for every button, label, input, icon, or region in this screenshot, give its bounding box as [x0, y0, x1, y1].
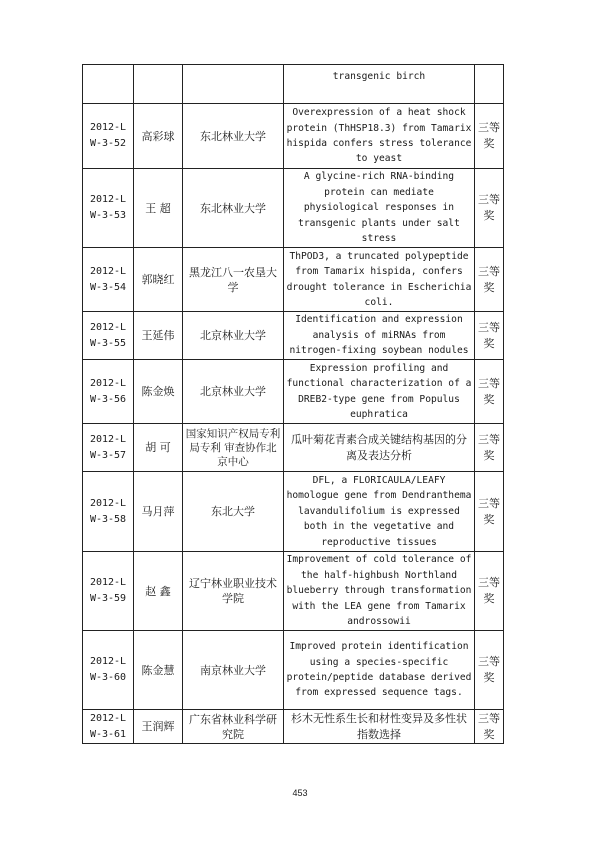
winner-name-cell: 马月萍: [134, 472, 183, 552]
winner-name-cell: 王延伟: [134, 312, 183, 360]
institution-cell: 东北林业大学: [183, 169, 284, 248]
prize-level-cell: 三等奖: [475, 169, 504, 248]
institution-cell: 东北大学: [183, 472, 284, 552]
award-id-cell: 2012-L W-3-57: [83, 424, 134, 472]
institution-cell: 北京林业大学: [183, 312, 284, 360]
award-id-cell: 2012-L W-3-54: [83, 248, 134, 312]
paper-title-cell: Improved protein identification using a species-specific protein/peptide database derived from expressed sequence tags.: [284, 631, 475, 710]
award-id-cell: [83, 65, 134, 104]
prize-level-cell: 三等奖: [475, 710, 504, 744]
prize-level-cell: [475, 65, 504, 104]
paper-title-cell: ThPOD3, a truncated polypeptide from Tamarix hispida, confers drought tolerance in Escherichia coli.: [284, 248, 475, 312]
table-row: [83, 312, 504, 360]
institution-cell: 北京林业大学: [183, 360, 284, 424]
award-id-cell: 2012-L W-3-60: [83, 631, 134, 710]
table-row: [83, 424, 504, 472]
award-id-cell: 2012-L W-3-61: [83, 710, 134, 744]
winner-name-cell: 王 超: [134, 169, 183, 248]
winner-name-cell: 陈金慧: [134, 631, 183, 710]
winner-name-cell: 赵 鑫: [134, 552, 183, 631]
table-row: [83, 631, 504, 710]
paper-title-cell: transgenic birch: [284, 65, 475, 104]
institution-cell: 广东省林业科学研究院: [183, 710, 284, 744]
winner-name-cell: 郭晓红: [134, 248, 183, 312]
prize-level-cell: 三等奖: [475, 424, 504, 472]
award-id-cell: 2012-L W-3-58: [83, 472, 134, 552]
winner-name-cell: 王润辉: [134, 710, 183, 744]
paper-title-cell: 杉木无性系生长和材性变异及多性状指数选择: [284, 710, 475, 744]
award-id-cell: 2012-L W-3-53: [83, 169, 134, 248]
table-row: [83, 472, 504, 552]
table-row: [83, 360, 504, 424]
winner-name-cell: 胡 可: [134, 424, 183, 472]
table-row: [83, 552, 504, 631]
table-row: [83, 169, 504, 248]
winner-name-cell: [134, 65, 183, 104]
table-row: [83, 248, 504, 312]
paper-title-cell: DFL, a FLORICAULA/LEAFY homologue gene from Dendranthema lavandulifolium is expressed both in the vegetative and reproductive tissues: [284, 472, 475, 552]
prize-level-cell: 三等奖: [475, 312, 504, 360]
winner-name-cell: 高彩球: [134, 104, 183, 169]
prize-level-cell: 三等奖: [475, 631, 504, 710]
award-id-cell: 2012-L W-3-59: [83, 552, 134, 631]
prize-level-cell: 三等奖: [475, 248, 504, 312]
institution-cell: 黑龙江八一农垦大学: [183, 248, 284, 312]
paper-title-cell: Identification and expression analysis of miRNAs from nitrogen-fixing soybean nodules: [284, 312, 475, 360]
institution-cell: 辽宁林业职业技术学院: [183, 552, 284, 631]
institution-cell: 东北林业大学: [183, 104, 284, 169]
paper-title-cell: Overexpression of a heat shock protein (ThHSP18.3) from Tamarix hispida confers stress tolerance to yeast: [284, 104, 475, 169]
winner-name-cell: 陈金焕: [134, 360, 183, 424]
awards-table: [82, 64, 504, 744]
prize-level-cell: 三等奖: [475, 552, 504, 631]
institution-cell: 国家知识产权局专利局专利 审查协作北京中心: [183, 424, 284, 472]
paper-title-cell: Expression profiling and functional characterization of a DREB2-type gene from Populus euphratica: [284, 360, 475, 424]
table-row: [83, 104, 504, 169]
prize-level-cell: 三等奖: [475, 360, 504, 424]
institution-cell: 南京林业大学: [183, 631, 284, 710]
institution-cell: [183, 65, 284, 104]
award-id-cell: 2012-L W-3-55: [83, 312, 134, 360]
award-id-cell: 2012-L W-3-56: [83, 360, 134, 424]
paper-title-cell: Improvement of cold tolerance of the half-highbush Northland blueberry through transformation with the LEA gene from Tamarix androssowii: [284, 552, 475, 631]
table-row: [83, 710, 504, 744]
paper-title-cell: 瓜叶菊花青素合成关键结构基因的分离及表达分析: [284, 424, 475, 472]
award-id-cell: 2012-L W-3-52: [83, 104, 134, 169]
table-row: [83, 65, 504, 104]
prize-level-cell: 三等奖: [475, 472, 504, 552]
prize-level-cell: 三等奖: [475, 104, 504, 169]
page-number: 453: [292, 788, 308, 798]
paper-title-cell: A glycine-rich RNA-binding protein can mediate physiological responses in transgenic plants under salt stress: [284, 169, 475, 248]
